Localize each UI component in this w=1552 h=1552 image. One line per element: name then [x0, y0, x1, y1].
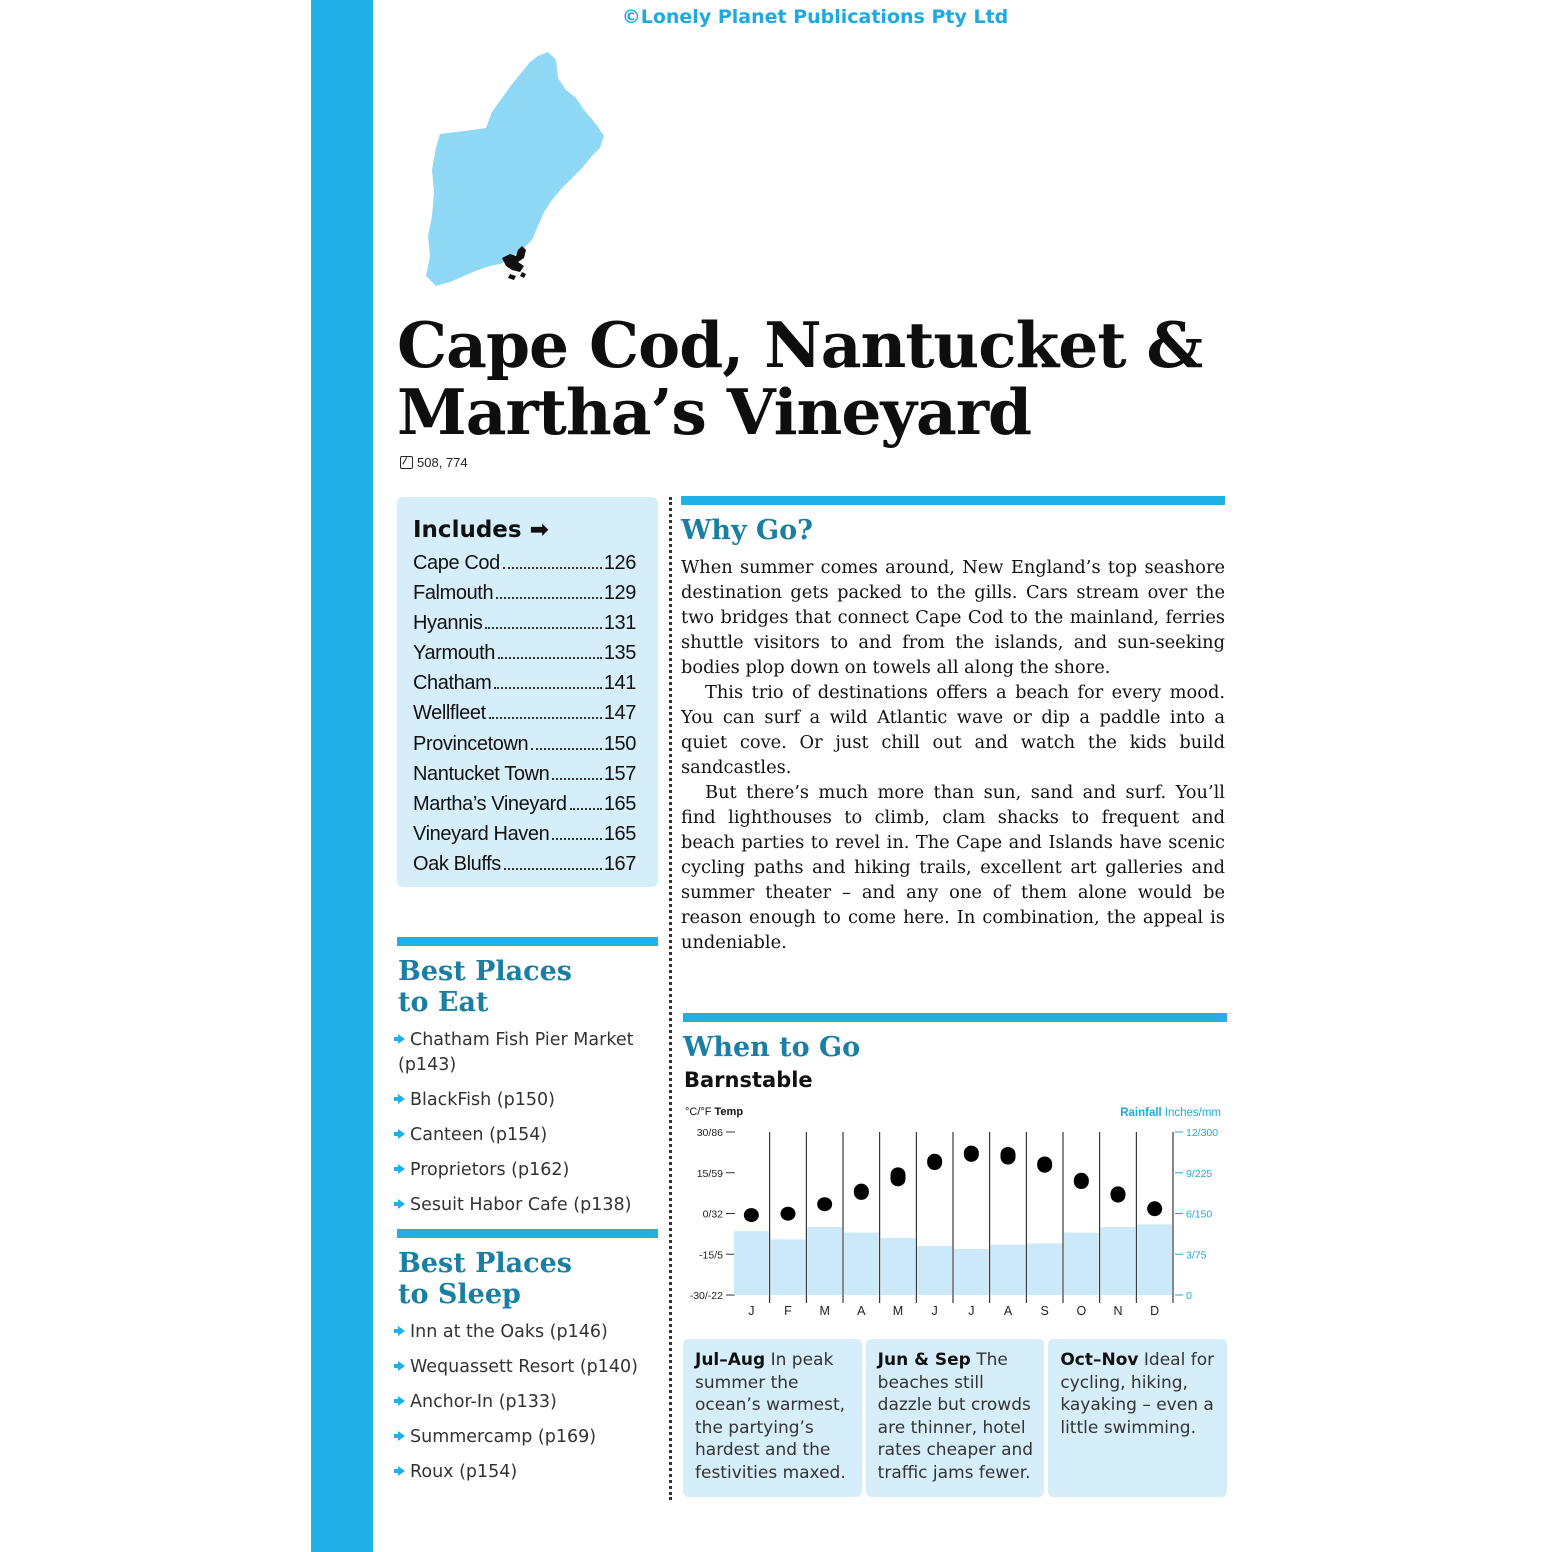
includes-item-name: Falmouth — [413, 582, 494, 605]
arrow-icon — [398, 1466, 405, 1476]
temperature-range-marker — [854, 1184, 869, 1200]
temp-axis-unit: °C/°F — [685, 1106, 712, 1118]
chapter-title-line1: Cape Cod, Nantucket & — [397, 308, 1203, 382]
arrow-icon — [398, 1326, 405, 1336]
sleep-item-text: Inn at the Oaks (p146) — [410, 1322, 608, 1342]
sleep-list-item — [398, 1460, 660, 1485]
season-box — [683, 1339, 862, 1497]
why-go-paragraph: But there’s much more than sun, sand and surf. You’ll find lighthouses to climb, clam shacks to frequent and beach parties to revel in. The Cape and Islands have scenic cycling paths and hiking trails, excellent art galleries and summer theater – and any one of them alone would be reason enough to come here. In combination, the appeal is undeniable. — [681, 782, 1225, 953]
includes-item — [413, 849, 636, 879]
temperature-range-marker — [1111, 1186, 1126, 1202]
sleep-item-text: Anchor-In (p133) — [410, 1392, 557, 1412]
includes-item-page: 150 — [603, 732, 636, 755]
includes-item-page: 157 — [603, 762, 636, 785]
best-places-sleep-list — [398, 1320, 660, 1495]
includes-item-name: Provincetown — [413, 732, 529, 755]
includes-item-name: Martha’s Vineyard — [413, 792, 567, 815]
sleep-heading-line1: Best Places — [398, 1248, 572, 1279]
temperature-range-marker — [1001, 1147, 1016, 1165]
rainfall-bar — [881, 1238, 916, 1295]
season-text: The beaches still dazzle but crowds are thinner, hotel rates cheaper and traffic jams fewer. — [877, 1350, 1034, 1483]
leader-dots — [503, 566, 602, 569]
month-label: J — [968, 1304, 975, 1318]
phone-icon — [400, 456, 413, 469]
includes-heading: Includes ➡ — [413, 517, 549, 543]
when-to-go-section-bar — [683, 1013, 1227, 1022]
includes-item-page: 165 — [603, 792, 636, 815]
why-go-paragraph: This trio of destinations offers a beach for every mood. You can surf a wild Atlantic wave or dip a paddle into a quiet cove. Or just chill out and watch the kids build sandcastles. — [681, 682, 1225, 778]
chapter-title-line2: Martha’s Vineyard — [397, 375, 1032, 449]
why-go-heading: Why Go? — [681, 515, 813, 546]
temp-axis-title — [685, 1106, 743, 1118]
rainfall-bar — [1137, 1224, 1172, 1295]
includes-item — [413, 668, 636, 698]
chapter-sidebar-strip — [311, 0, 373, 1552]
sleep-list-item — [398, 1320, 660, 1345]
month-label: M — [819, 1304, 830, 1318]
includes-item — [413, 698, 636, 728]
sleep-item-text: Summercamp (p169) — [410, 1427, 597, 1447]
eat-list-item — [398, 1088, 660, 1113]
rainfall-bar — [734, 1231, 769, 1295]
month-label: N — [1113, 1304, 1123, 1318]
new-england-region — [426, 52, 604, 286]
rainfall-bar — [1027, 1243, 1062, 1295]
leader-dots — [531, 747, 602, 750]
temp-axis-label: Temp — [714, 1106, 744, 1118]
arrow-icon — [398, 1361, 405, 1371]
includes-item — [413, 548, 636, 578]
month-label: O — [1076, 1304, 1087, 1318]
rainfall-bar — [844, 1233, 879, 1295]
temp-tick-label: -30/-22 — [689, 1290, 723, 1302]
leader-dots — [552, 777, 601, 780]
rain-tick-label: 6/150 — [1186, 1208, 1213, 1221]
leader-dots — [570, 807, 602, 810]
season-text: Ideal for cycling, hiking, kayaking – even a little swimming. — [1060, 1350, 1215, 1438]
temp-tick-label: -15/5 — [699, 1249, 723, 1262]
eat-item-text: Chatham Fish Pier Market (p143) — [398, 1030, 634, 1075]
why-go-text — [681, 555, 1225, 955]
sleep-item-text: Wequassett Resort (p140) — [410, 1357, 639, 1377]
leader-dots — [489, 716, 602, 719]
includes-item-name: Nantucket Town — [413, 762, 550, 785]
arrow-icon — [398, 1164, 405, 1174]
sleep-list-item — [398, 1355, 660, 1380]
rainfall-bar — [917, 1246, 952, 1295]
season-period: Oct–Nov — [1060, 1350, 1139, 1370]
temperature-range-marker — [1074, 1173, 1089, 1189]
rain-axis-label: Rainfall — [1120, 1107, 1162, 1119]
climate-city: Barnstable — [684, 1068, 813, 1092]
includes-item-page: 167 — [603, 852, 636, 875]
eat-item-text: Proprietors (p162) — [410, 1160, 570, 1180]
month-label: D — [1150, 1304, 1160, 1318]
rainfall-bar — [991, 1245, 1026, 1295]
month-label: M — [892, 1304, 904, 1318]
best-places-eat-list — [398, 1028, 660, 1228]
column-divider — [669, 497, 672, 1500]
eat-list-item — [398, 1123, 660, 1148]
season-box — [866, 1339, 1045, 1497]
rainfall-bar — [954, 1249, 989, 1295]
includes-box — [397, 497, 658, 887]
sleep-list-item — [398, 1425, 660, 1450]
season-text: In peak summer the ocean’s warmest, the partying’s hardest and the festivities maxed. — [695, 1350, 846, 1483]
month-label: A — [857, 1304, 866, 1318]
sleep-heading-line2: to Sleep — [398, 1279, 521, 1310]
season-period: Jul–Aug — [695, 1350, 766, 1370]
includes-item-page: 165 — [603, 822, 636, 845]
climate-chart — [683, 1100, 1229, 1330]
rainfall-bar — [771, 1239, 806, 1295]
eat-item-text: Canteen (p154) — [410, 1125, 548, 1145]
sleep-list-item — [398, 1390, 660, 1415]
arrow-icon — [398, 1129, 405, 1139]
includes-item — [413, 789, 636, 819]
month-label: F — [784, 1304, 792, 1318]
eat-item-text: Sesuit Habor Cafe (p138) — [410, 1195, 632, 1215]
area-codes-text: 508, 774 — [417, 455, 468, 470]
includes-item-name: Yarmouth — [413, 642, 496, 665]
includes-item-name: Cape Cod — [413, 552, 500, 574]
includes-item-name: Wellfleet — [413, 702, 486, 725]
why-go-paragraph: When summer comes around, New England’s top seashore destination gets packed to the gills. Cars stream over the two bridges that connect Cape Cod to the mainland, ferries shuttle visitors to and from the islands, and sun-seeking bodies plop down on towels all along the shore. — [681, 557, 1225, 678]
includes-item-name: Hyannis — [413, 612, 483, 635]
includes-list — [413, 548, 636, 879]
includes-item-page: 129 — [603, 582, 636, 605]
rain-tick-label: 3/75 — [1186, 1249, 1207, 1262]
eat-heading-line1: Best Places — [398, 956, 572, 987]
includes-item — [413, 759, 636, 789]
rain-axis-title — [1120, 1107, 1221, 1119]
includes-item — [413, 638, 636, 668]
includes-item-page: 147 — [603, 702, 636, 725]
includes-item-page: 135 — [603, 642, 636, 665]
temperature-range-marker — [927, 1154, 942, 1170]
includes-item-page: 131 — [603, 612, 636, 635]
season-boxes — [683, 1339, 1227, 1497]
season-period: Jun & Sep — [877, 1350, 971, 1370]
sleep-section-bar — [397, 1229, 658, 1238]
eat-list-item — [398, 1158, 660, 1183]
new-england-locator-map — [420, 50, 610, 290]
includes-item — [413, 578, 636, 608]
arrow-icon — [398, 1034, 405, 1044]
includes-item-name: Oak Bluffs — [413, 852, 501, 875]
area-codes — [400, 455, 468, 470]
best-places-eat-heading — [398, 956, 572, 1018]
arrow-icon — [398, 1396, 405, 1406]
includes-item-name: Vineyard Haven — [413, 822, 550, 845]
includes-item — [413, 729, 636, 759]
temp-tick-label: 0/32 — [702, 1208, 723, 1221]
why-go-section-bar — [681, 496, 1225, 505]
includes-item-name: Chatham — [413, 672, 492, 695]
temperature-range-marker — [817, 1197, 832, 1211]
month-label: A — [1003, 1304, 1013, 1318]
includes-item-page: 126 — [603, 552, 636, 574]
leader-dots — [498, 656, 602, 659]
month-label: S — [1040, 1304, 1049, 1318]
temperature-range-marker — [744, 1208, 759, 1222]
temperature-range-marker — [781, 1207, 796, 1221]
temperature-range-marker — [891, 1167, 906, 1186]
leader-dots — [494, 686, 601, 689]
eat-list-item — [398, 1028, 660, 1078]
sleep-item-text: Roux (p154) — [410, 1462, 518, 1482]
leader-dots — [552, 837, 601, 840]
includes-item-page: 141 — [603, 672, 636, 695]
leader-dots — [504, 867, 602, 870]
arrow-icon — [398, 1431, 405, 1441]
eat-heading-line2: to Eat — [398, 987, 489, 1018]
rain-tick-label: 12/300 — [1186, 1127, 1219, 1139]
includes-item — [413, 608, 636, 638]
leader-dots — [496, 596, 602, 599]
temperature-range-marker — [1037, 1156, 1052, 1172]
rain-axis-unit: Inches/mm — [1164, 1107, 1221, 1119]
rain-tick-label: 0 — [1186, 1290, 1192, 1302]
rainfall-bar — [1064, 1233, 1099, 1295]
month-label: J — [931, 1304, 938, 1318]
temperature-range-marker — [1147, 1201, 1162, 1216]
best-places-sleep-heading — [398, 1248, 572, 1310]
rain-tick-label: 9/225 — [1186, 1167, 1213, 1180]
eat-item-text: BlackFish (p150) — [410, 1090, 555, 1110]
temp-tick-label: 15/59 — [696, 1167, 723, 1180]
rainfall-bar — [1101, 1227, 1136, 1295]
season-box — [1048, 1339, 1227, 1497]
month-label: J — [748, 1304, 755, 1318]
leader-dots — [485, 626, 601, 629]
eat-section-bar — [397, 937, 658, 946]
eat-list-item — [398, 1193, 660, 1218]
arrow-icon — [398, 1094, 405, 1104]
temperature-range-marker — [964, 1146, 979, 1162]
copyright-notice: ©Lonely Planet Publications Pty Ltd — [621, 6, 1009, 28]
arrow-icon — [398, 1199, 405, 1209]
includes-item — [413, 819, 636, 849]
temp-tick-label: 30/86 — [696, 1127, 723, 1139]
rainfall-bar — [807, 1227, 842, 1295]
when-to-go-heading: When to Go — [683, 1032, 861, 1063]
chapter-title — [397, 308, 1297, 449]
